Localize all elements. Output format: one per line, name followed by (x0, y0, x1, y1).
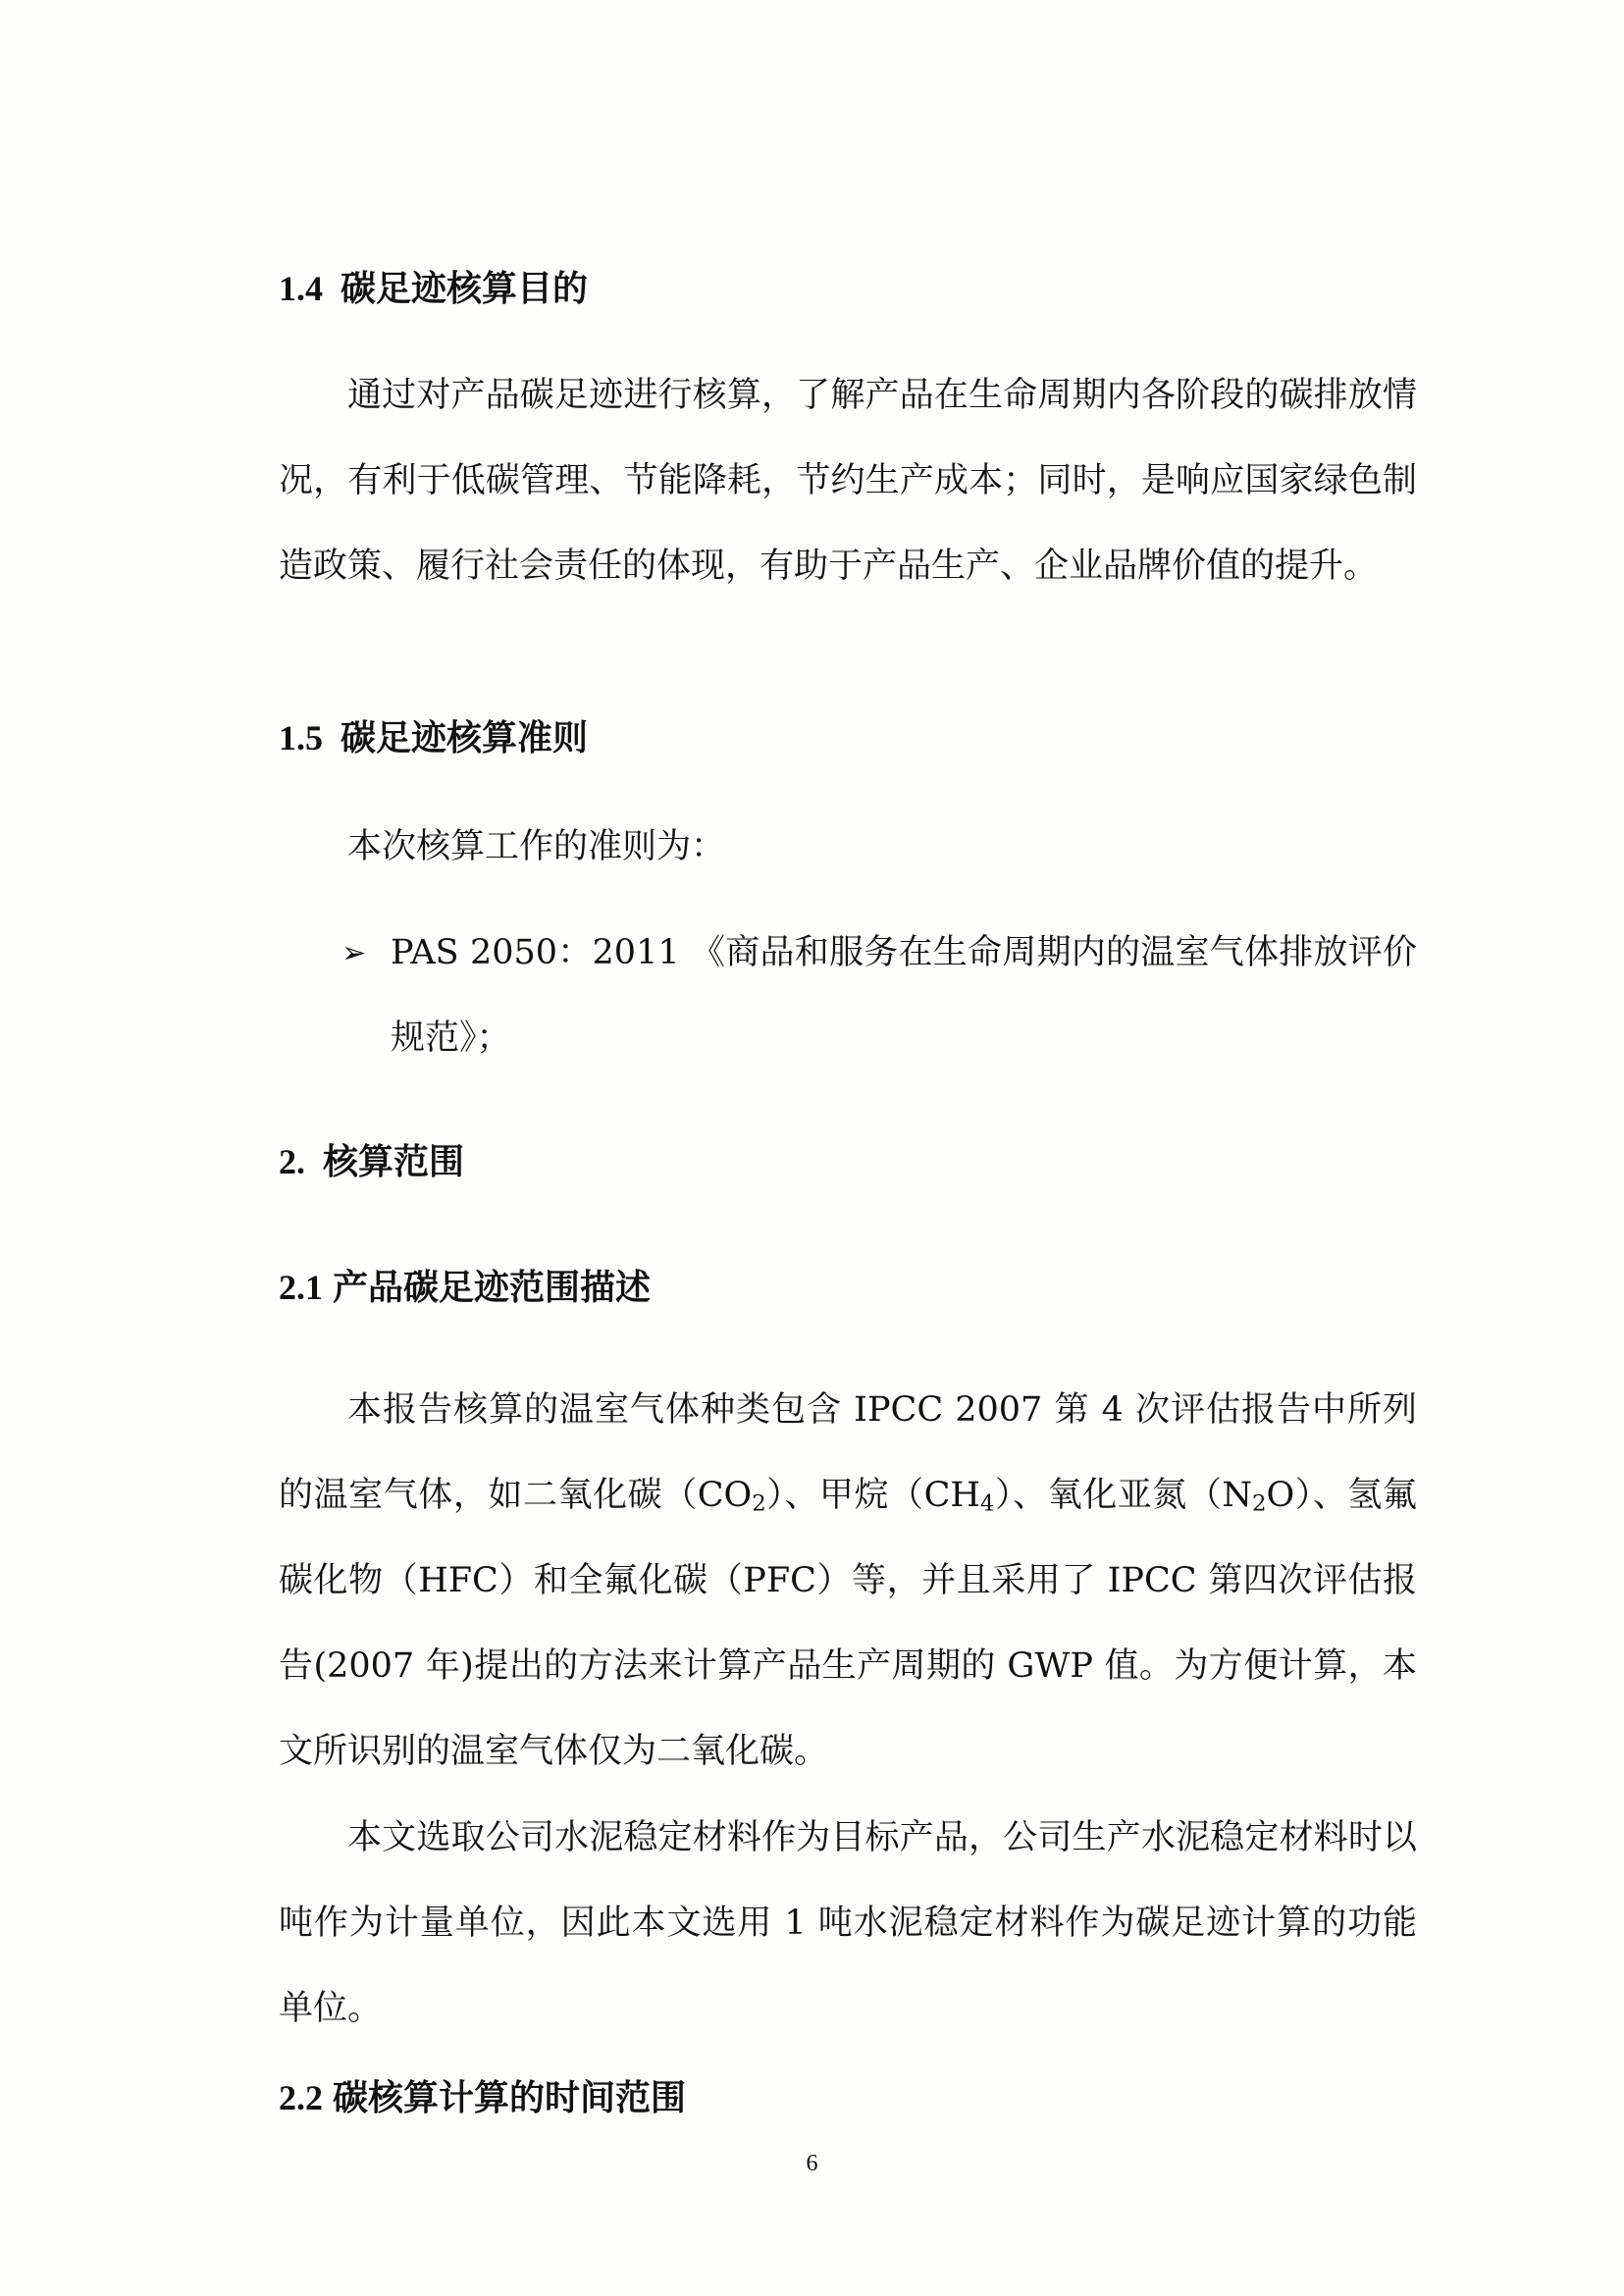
section-1-4-title: 碳足迹核算目的 (341, 268, 589, 309)
section-2-2-heading (279, 2076, 1417, 2119)
section-1-4-number: 1.4 (279, 269, 323, 308)
section-2-2-title: 碳核算计算的时间范围 (333, 2077, 687, 2118)
section-2-2-number: 2.2 (279, 2078, 323, 2117)
section-1-5-heading (279, 716, 1417, 759)
section-1-4-paragraph: 通过对产品碳足迹进行核算，了解产品在生命周期内各阶段的碳排放情况，有利于低碳管理、节能降耗，节约生产成本；同时，是响应国家绿色制造政策、履行社会责任的体现，有助于产品生产、企业品牌价值的提升。 (279, 376, 1417, 586)
standard-list-item-text: PAS 2050：2011 《商品和服务在生命周期内的温室气体排放评价规范》； (391, 933, 1417, 1058)
section-2-1-heading (279, 1266, 1417, 1309)
co2-subscript: 2 (752, 1490, 766, 1517)
section-2-1-number: 2.1 (279, 1268, 323, 1307)
section-2-number: 2. (279, 1142, 305, 1181)
section-2-heading (279, 1140, 1417, 1183)
section-2-1-paragraph-2: 本文选取公司水泥稳定材料作为目标产品，公司生产水泥稳定材料时以吨作为计量单位，因此本文选用 1 吨水泥稳定材料作为碳足迹计算的功能单位。 (279, 1818, 1417, 2028)
section-2-1-title: 产品碳足迹范围描述 (333, 1267, 652, 1308)
section-1-5-number: 1.5 (279, 718, 323, 757)
arrow-bullet-icon: ➢ (341, 936, 367, 970)
section-1-5-intro: 本次核算工作的准则为： (347, 827, 726, 866)
ghg-text-part-2: ）、甲烷（CH (765, 1476, 980, 1515)
section-2-title: 核算范围 (323, 1141, 465, 1182)
ghg-text-part-1: 本报告核算的温室气体种类包含 IPCC 2007 第 4 次评估报告中所列的温室气体，如二氧化碳（CO (279, 1390, 1417, 1515)
ghg-text-part-3: ）、氧化亚氮（N (994, 1476, 1253, 1515)
section-2-1-paragraph-1 (279, 1368, 1417, 1795)
standard-list-item (341, 911, 1417, 1081)
ghg-text-part-4: O）、氢氟碳化物（HFC）和全氟化碳（PFC）等，并且采用了 IPCC 第四次评估报告(2007 年)提出的方法来计算产品生产周期的 GWP 值。为方便计算，本文所识别的温室气体仅为二氧化碳。 (279, 1476, 1417, 1771)
section-1-4-heading (279, 267, 1417, 310)
ch4-subscript: 4 (979, 1490, 995, 1517)
n2o-subscript: 2 (1252, 1490, 1267, 1517)
page-number: 6 (806, 2151, 818, 2176)
section-1-5-title: 碳足迹核算准则 (341, 717, 589, 758)
